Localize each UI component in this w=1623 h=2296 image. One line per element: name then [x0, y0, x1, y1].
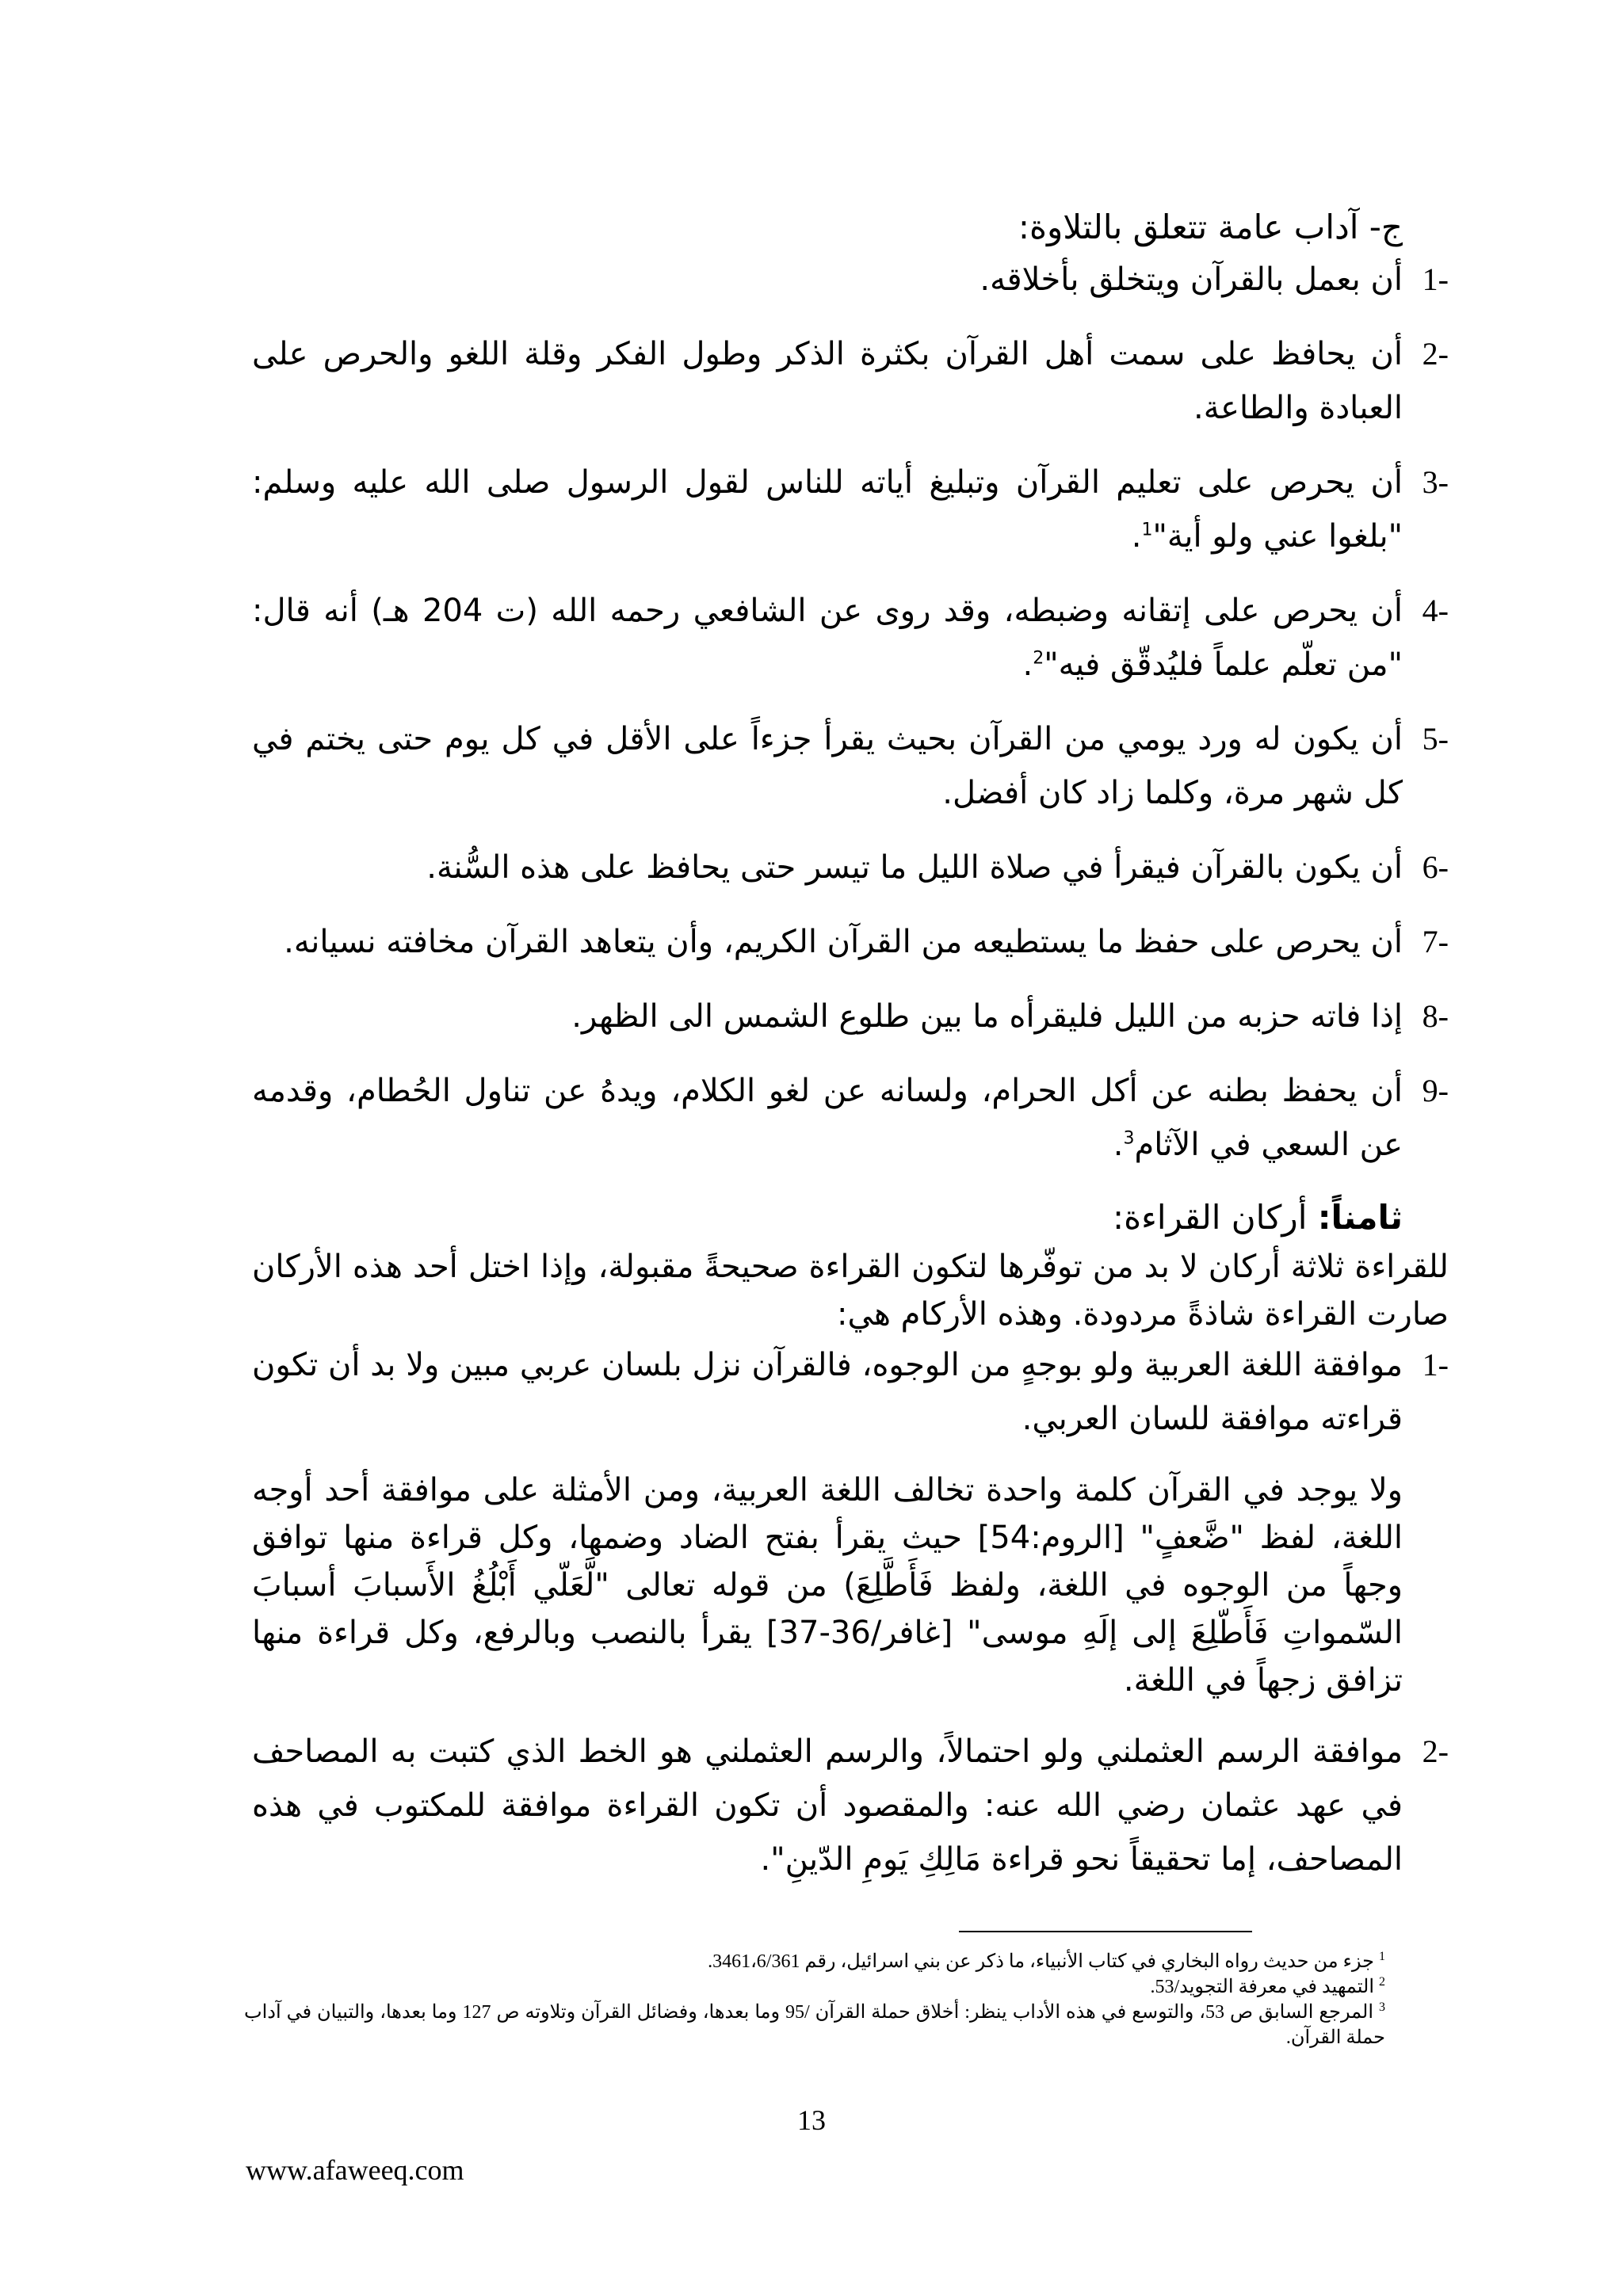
- list-item: [252, 1064, 1449, 1172]
- example-paragraph: ولا يوجد في القرآن كلمة واحدة تخالف اللغة العربية، ومن الأمثلة على موافقة أحد أوجه اللغة، لفظ "ضَّعفٍ" [الروم:54] حيث يقرأ بفتح الضاد وضمها، وكل قراءة منها توافق وجهاً من الوجوه في اللغة، ولفظ فَأَطَّلِعَ) من قوله تعالى "لَّعَلّي أَبْلُغُ الأَسبابَ أسبابَ السّمواتِ فَأَطّلِعَ إلى إلَهِ موسى" [غافر/36-37] يقرأ بالنصب وبالرفع، وكل قراءة منها تزافق زجهاً في اللغة.: [252, 1472, 1403, 1699]
- footnote-ref: 1: [1141, 520, 1153, 540]
- item-text-wrapper: [252, 584, 1403, 692]
- item-text: أن يحافظ على سمت أهل القرآن بكثرة الذكر وطول الفكر وقلة اللغو والحرص على العبادة والطاعة.: [252, 336, 1403, 426]
- section-8-title-bold: ثامناً:: [1317, 1198, 1403, 1237]
- item-text: أن يكون بالقرآن فيقرأ في صلاة الليل ما تيسر حتى يحافظ على هذه السُّنة.: [426, 849, 1403, 886]
- item-text: أن يكون له ورد يومي من القرآن بحيث يقرأ جزءاً على الأقل في كل يوم حتى يختم في كل شهر مرة، وكلما زاد كان أفضل.: [252, 721, 1403, 811]
- list-item: [252, 915, 1449, 969]
- item-number: -5: [1422, 721, 1449, 757]
- item-number: -9: [1422, 1073, 1449, 1108]
- item-text: موافقة الرسم العثملني ولو احتمالاً، والرسم العثملني هو الخط الذي كتبت به المصاحف في عهد عثمان رضي الله عنه: والمقصود أن تكون القراءة موافقة للمكتوب في هذه المصاحف، إما تحقيقاً نحو قراءة مَالِكِ يَومِ الدّينِ".: [252, 1733, 1403, 1878]
- section-8-intro: للقراءة ثلاثة أركان لا بد من توفّرها لتكون القراءة صحيحةً مقبولة، وإذا اختل أحد هذه الأركان صارت القراءة شاذةً مردودة. وهذه الأركام هي:: [252, 1249, 1449, 1333]
- item-end: .: [1131, 518, 1142, 555]
- item-text-wrapper: [252, 456, 1403, 563]
- item-end: .: [1113, 1127, 1124, 1163]
- item-number: -2: [1422, 1733, 1449, 1769]
- footnote: [244, 1974, 1385, 2000]
- item-text: أن يحرص على حفظ ما يستطيعه من القرآن الكريم، وأن يتعاهد القرآن مخافته نسيانه.: [284, 924, 1403, 960]
- page-number: 13: [797, 2104, 826, 2136]
- item-text: إذا فاته حزبه من الليل فليقرأه ما بين طلوع الشمس الى الظهر.: [571, 998, 1403, 1035]
- website-link[interactable]: www.afaweeq.com: [246, 2154, 464, 2186]
- footnote: [244, 2000, 1385, 2050]
- footnote-text: جزء من حديث رواه البخاري في كتاب الأنبياء، ما ذكر عن بني اسرائيل، رقم 3461،6/361.: [708, 1951, 1374, 1972]
- section-8-title-rest: أركان القراءة:: [1112, 1198, 1318, 1237]
- footnote-number: 1: [1379, 1950, 1385, 1963]
- list-item: [252, 1338, 1449, 1446]
- list-item: [252, 584, 1449, 692]
- item-number: -1: [1422, 261, 1449, 297]
- list-item: [252, 712, 1449, 820]
- item-text: أن يحرص على تعليم القرآن وتبليغ أياته للناس لقول الرسول صلى الله عليه وسلم: "بلغوا عني ولو أية": [252, 464, 1403, 555]
- footnote: [244, 1949, 1385, 1974]
- footnote-text: المرجع السابق ص 53، والتوسع في هذه الأداب ينظر: أخلاق حملة القرآن /95 وما بعدها، وفضائل القرآن وتلاوته ص 127 وما بعدها، والتبيان في آداب حملة القرآن.: [244, 2002, 1385, 2048]
- list-item: [252, 456, 1449, 563]
- footnote-separator: [959, 1931, 1252, 1932]
- item-number: -4: [1422, 593, 1449, 628]
- item-number: -7: [1422, 924, 1449, 959]
- footnotes: [244, 1949, 1385, 2050]
- list-item: [252, 1725, 1449, 1886]
- item-number: -8: [1422, 998, 1449, 1034]
- item-text: أن يحفظ بطنه عن أكل الحرام، ولسانه عن لغو الكلام، ويدهُ عن تناول الحُطام، وقدمه عن السعي في الآثام: [252, 1073, 1403, 1163]
- item-text: أن بعمل بالقرآن ويتخلق بأخلاقه.: [980, 261, 1403, 298]
- section-8-heading: [252, 1192, 1449, 1243]
- footnote-ref: 3: [1123, 1128, 1135, 1149]
- item-number: -6: [1422, 849, 1449, 885]
- list-item: [252, 990, 1449, 1043]
- item-text: موافقة اللغة العربية ولو بوجهٍ من الوجوه، فالقرآن نزل بلسان عربي مبين ولا بد أن تكون قراءته موافقة للسان العربي.: [252, 1347, 1403, 1437]
- list-item: [252, 841, 1449, 894]
- list-item: [252, 253, 1449, 307]
- item-number: -1: [1422, 1347, 1449, 1383]
- item-number: -2: [1422, 336, 1449, 372]
- item-end: .: [1022, 646, 1033, 683]
- item-text: أن يحرص على إتقانه وضبطه، وقد روى عن الشافعي رحمه الله (ت 204 هـ) أنه قال: "من تعلّم علماً فليُدقّق فيه": [252, 593, 1403, 683]
- section-c-heading: [252, 202, 1449, 253]
- footnote-number: 3: [1379, 2000, 1386, 2014]
- list-item: [252, 327, 1449, 435]
- footnote-ref: 2: [1033, 648, 1044, 669]
- footnote-number: 2: [1379, 1975, 1385, 1989]
- section-c-title: ج- آداب عامة تتعلق بالتلاوة:: [1018, 208, 1403, 246]
- item-number: -3: [1422, 464, 1449, 500]
- item-text-wrapper: [252, 1064, 1403, 1172]
- footnote-text: التمهيد في معرفة التجويد/53.: [1150, 1977, 1374, 1997]
- main-content: [252, 202, 1449, 1886]
